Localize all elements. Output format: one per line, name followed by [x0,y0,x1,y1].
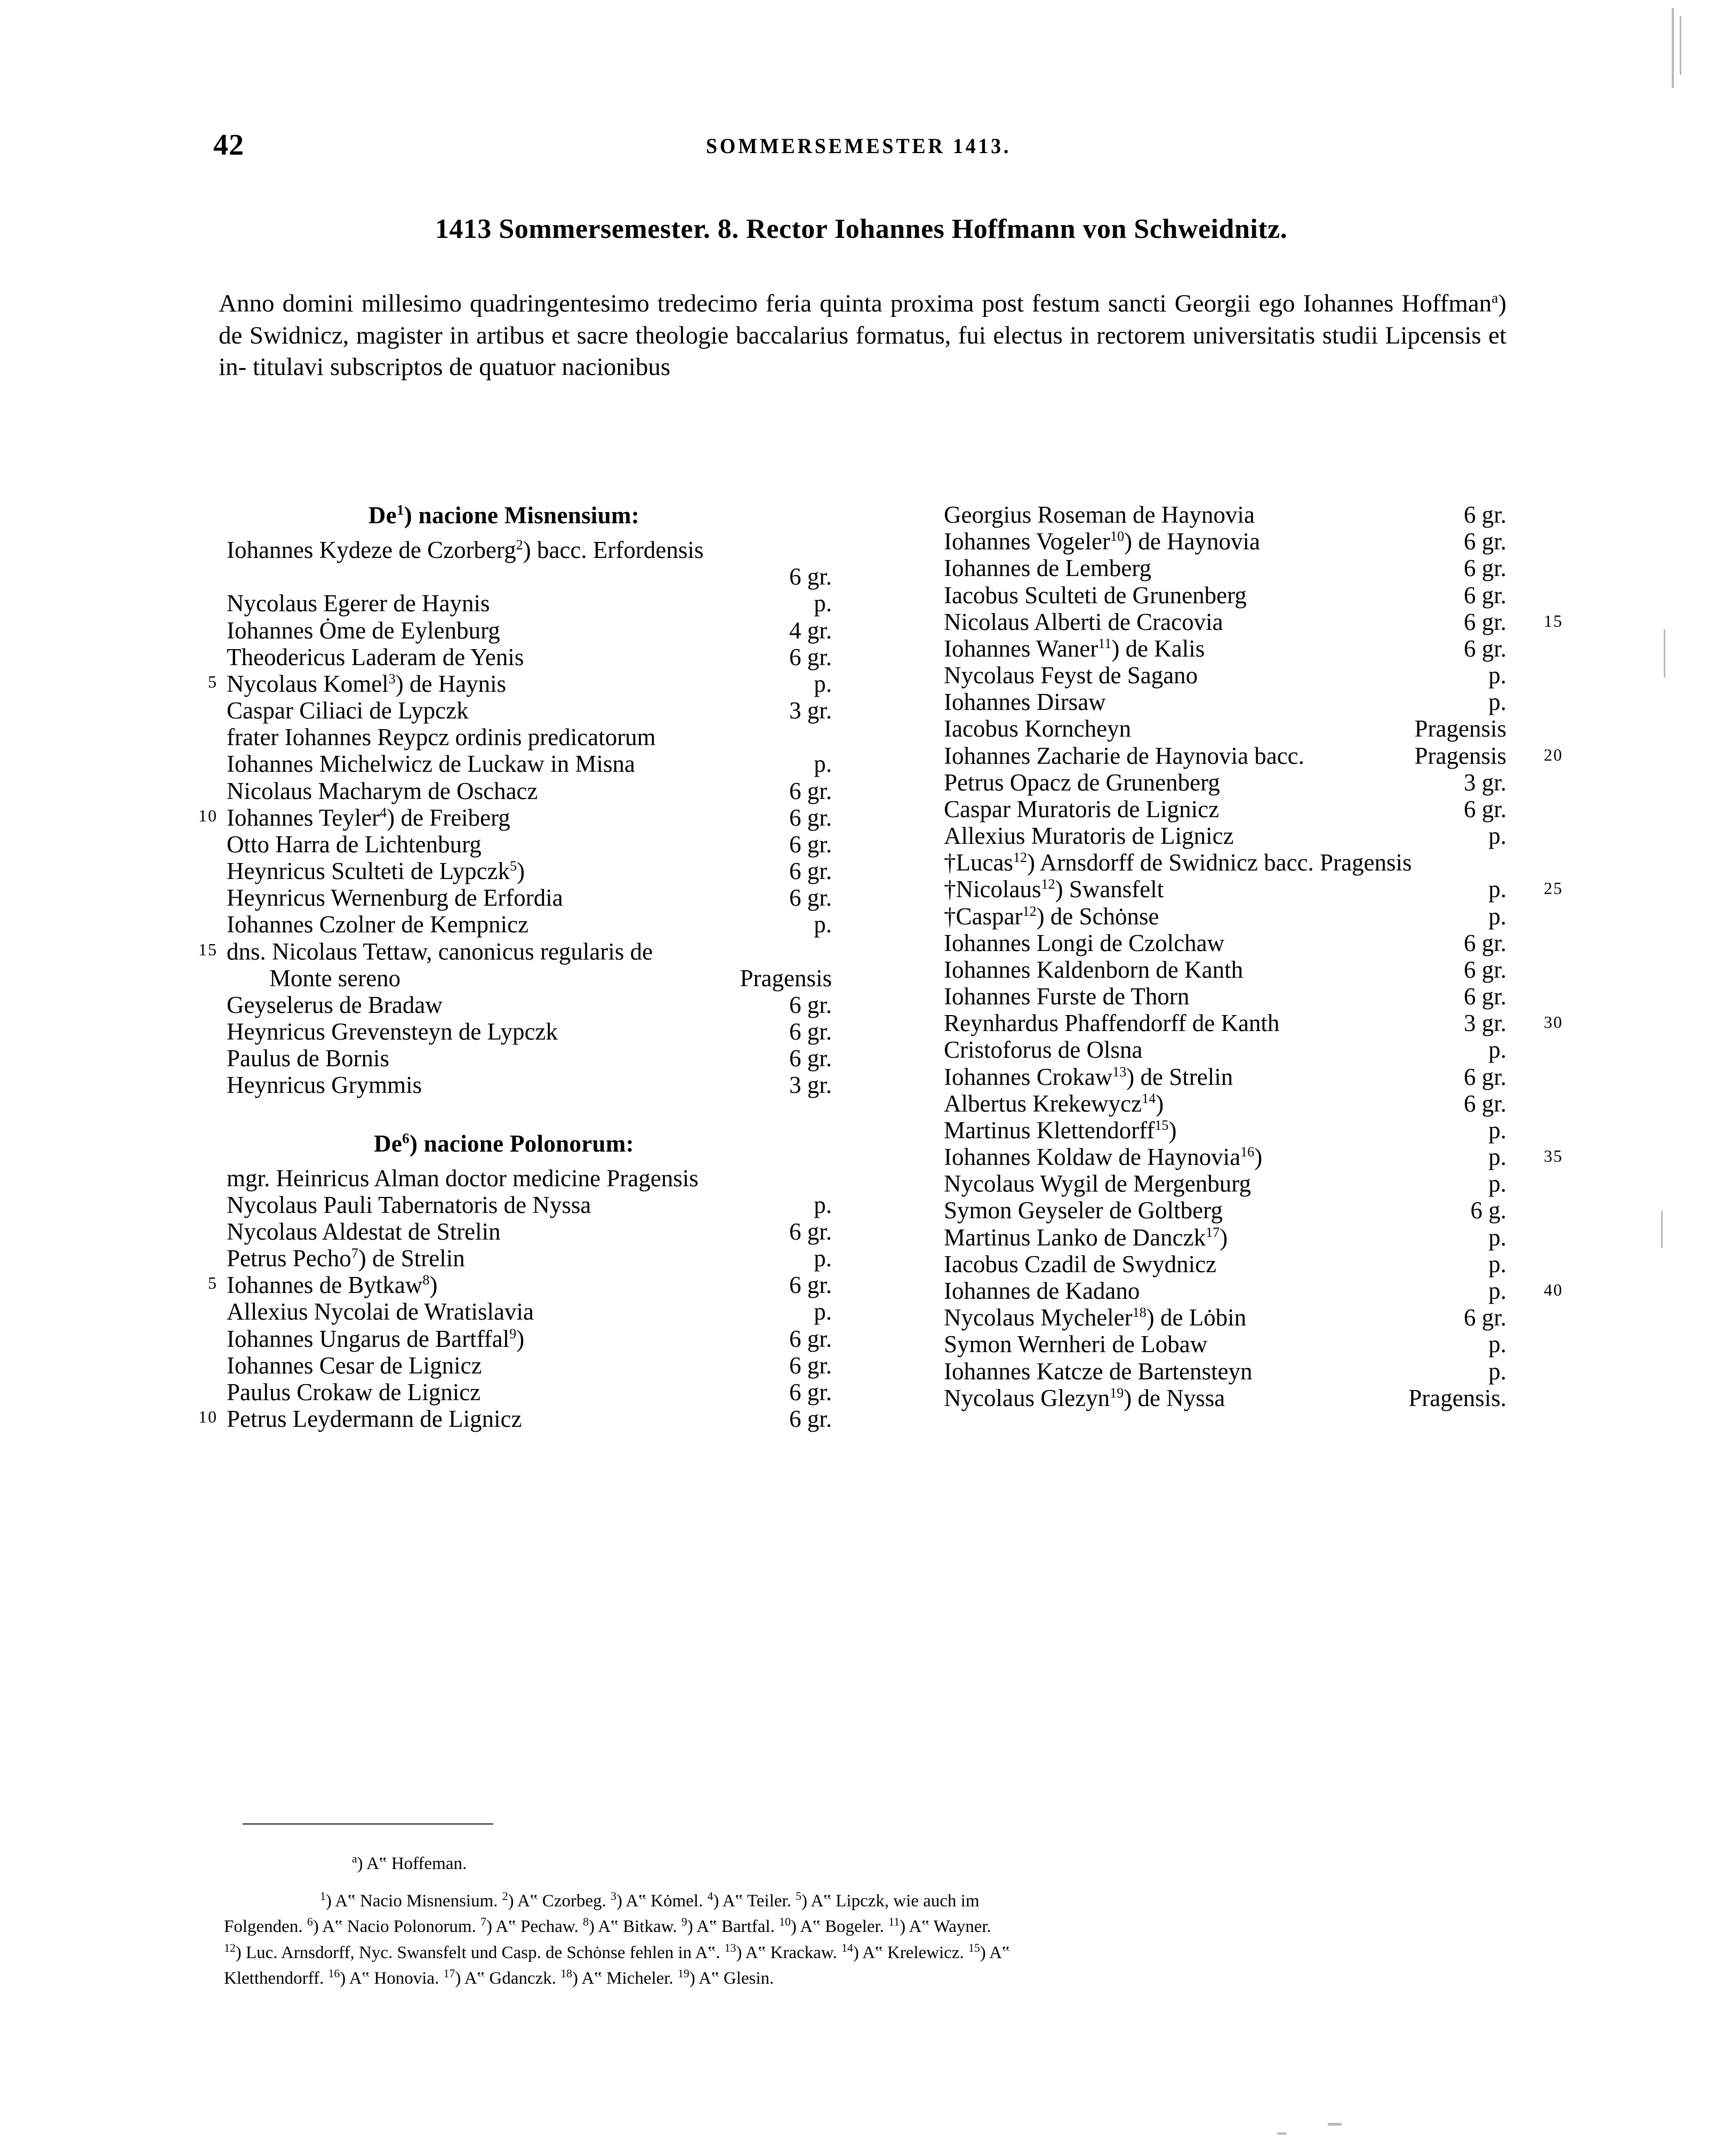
register-entry [176,938,832,965]
entry-fee: 6 gr. [1463,635,1506,662]
line-number: 25 [1544,879,1563,898]
register-entry [893,1224,1581,1251]
register-entry [176,831,832,858]
entry-fee: p. [1488,903,1506,930]
register-entry [893,769,1581,796]
register-entry [176,804,832,831]
register-entry [893,635,1581,662]
entry-name: Nycolaus Glezyn$^{19}$) de Nyssa [944,1384,1225,1411]
entry-fee: p. [814,911,832,938]
footnote-marker-14: 14 [841,1941,853,1954]
footnote-ref-19: 19 [1110,1385,1124,1401]
register-entry [176,778,832,804]
register-entry [893,715,1581,742]
footnote-marker-19: 19 [677,1967,689,1980]
entry-fee: 6 gr. [789,1406,832,1433]
footnotes-block [224,1851,1514,1991]
footnote-ref-1: 1 [396,502,404,518]
register-entry [176,965,832,992]
register-entry [893,1277,1581,1304]
entry-name: Petrus Leydermann de Lignicz [227,1406,522,1433]
entry-list-polonorum [176,1165,832,1433]
footnote-marker-18: 18 [560,1967,573,1980]
intro-paragraph [219,288,1506,384]
footnote-line-3: $^{12}$) Luc. Arnsdorff, Nyc. Swansfelt und Casp. de Schȯnse fehlen in A‟. $^{13}$) A‟ Krackaw. $^{14}$) A‟ Krelewicz. $^{15}$) A‟ [224,1941,1010,1962]
entry-fee: 6 gr. [1463,795,1506,823]
register-entry [176,992,832,1018]
nation-heading-rest: ) nacione Misnensium: [404,502,640,529]
entry-name: Petrus Pecho$^7$) de Strelin [227,1245,465,1272]
register-entry [176,1192,832,1218]
line-number: 5 [208,1273,218,1293]
entry-fee: Pragensis [1414,742,1506,769]
register-entry [893,1090,1581,1117]
register-entry [176,1245,832,1272]
entry-fee: 6 gr. [789,991,832,1018]
scan-artifact [1664,629,1665,677]
nation-heading-de: De [374,1130,403,1157]
entry-fee: 6 gr. [789,831,832,858]
register-entry [893,555,1581,581]
section-heading: 1413 Sommersemester. 8. Rector Iohannes Hoffmann von Schweidnitz. [435,214,1288,244]
entry-fee: Pragensis. [1408,1384,1506,1411]
footnote-ref-9: 9 [509,1325,517,1341]
footnote-marker-13: 13 [724,1941,736,1954]
entry-fee: 6 gr. [789,1045,832,1072]
entry-fee: p. [1488,1170,1506,1197]
footnote-line-1: $^1$) A‟ Nacio Misnensium. $^2$) A‟ Czorbeg. $^3$) A‟ Kȯmel. $^4$) A‟ Teiler. $^5$) A‟ Lipczk, wie auch im [320,1890,980,1911]
entry-name: mgr. Heinricus Alman doctor medicine Pragensis [227,1164,699,1192]
register-entry [893,501,1581,528]
entry-fee: 6 gr. [789,1218,832,1245]
nation-heading-misnensium [176,501,832,529]
footnote-ref-8: 8 [422,1272,430,1288]
entry-name: †Lucas$^{12}$) Arnsdorff de Swidnicz bacc. Pragensis [944,849,1412,876]
entry-name: Iohannes Cesar de Lignicz [227,1352,482,1379]
register-column-left [176,501,832,1432]
entry-name: Paulus de Bornis [227,1045,390,1072]
entry-name: †Nicolaus$^{12}$) Swansfelt [944,876,1164,903]
footnote-ref-16: 16 [1240,1144,1255,1160]
line-number: 5 [208,672,218,691]
entry-name: Iohannes Katcze de Bartensteyn [944,1358,1253,1385]
entry-name: Symon Geyseler de Goltberg [944,1197,1223,1224]
entry-fee: 4 gr. [789,617,832,644]
scan-artifact [1277,2133,1287,2135]
footnote-a-text: ) A‟ Hoffeman. [357,1854,467,1873]
footnote-lines [224,1888,1514,1991]
footnote-marker-12: 12 [224,1941,236,1954]
scan-artifact [1328,2123,1342,2126]
entry-name: frater Iohannes Reypcz ordinis predicatorum [227,724,656,751]
entry-fee: 6 gr. [789,563,832,590]
register-entry [893,689,1581,715]
entry-name: Caspar Ciliaci de Lypczk [227,697,469,724]
entry-fee: p. [814,590,832,617]
footnote-marker-9: 9 [681,1915,687,1929]
footnote-marker-3: 3 [611,1890,616,1903]
footnote-marker-8: 8 [583,1915,589,1929]
entry-name: Nycolaus Pauli Tabernatoris de Nyssa [227,1191,591,1218]
register-entry [893,1010,1581,1036]
entry-name: Reynhardus Phaffendorff de Kanth [944,1010,1280,1037]
footnote-marker-6: 6 [307,1915,313,1929]
entry-name: Albertus Krekewycz$^{14}$) [944,1090,1164,1117]
register-entry [893,662,1581,689]
scan-artifact [1672,8,1674,88]
entry-fee: 6 gr. [1463,1304,1506,1331]
entry-name: Iohannes Czolner de Kempnicz [227,911,529,938]
register-entry [176,750,832,777]
entry-fee: 6 gr. [1463,555,1506,582]
entry-name: Iacobus Korncheyn [944,715,1132,742]
intro-line-1: Anno domini millesimo quadringentesimo tredecimo feria quinta proxima post [219,290,1024,317]
register-entry [176,537,832,563]
entry-name: Iohannes Ȯme de Eylenburg [227,617,500,644]
entry-fee: p. [1488,1144,1506,1171]
entry-fee: 6 g. [1470,1197,1506,1224]
line-number: 30 [1544,1012,1563,1032]
line-number: 10 [198,1407,218,1427]
register-entry [893,876,1581,903]
entry-name: Iohannes Michelwicz de Luckaw in Misna [227,750,636,778]
running-head [213,128,1504,165]
entry-fee: Pragensis [1414,715,1506,742]
entry-fee: 6 gr. [1463,608,1506,635]
entry-fee: 6 gr. [1463,1090,1506,1117]
footnote-marker-10: 10 [779,1915,791,1929]
register-entry [176,1379,832,1406]
entry-name: Monte sereno [269,964,401,992]
entry-name: Nycolaus Feyst de Sagano [944,662,1198,689]
nation-heading-rest: ) nacione Polonorum: [409,1130,634,1157]
register-entry [176,724,832,750]
register-entry [176,1072,832,1098]
entry-fee: 6 gr. [1463,501,1506,528]
entry-name: Iohannes de Kadano [944,1277,1140,1304]
entry-fee: 6 gr. [789,858,832,885]
footnote-ref-17: 17 [1206,1224,1220,1240]
entry-name: Iohannes de Lemberg [944,555,1152,582]
line-number: 20 [1544,745,1563,764]
entry-name: Iohannes Teyler$^4$) de Freiberg [227,804,510,831]
entry-fee: 6 gr. [789,1325,832,1352]
entry-fee: p. [814,670,832,697]
scan-artifact [1680,16,1681,75]
entry-name: Iohannes de Bytkaw$^8$) [227,1272,438,1299]
register-entry [176,1045,832,1072]
entry-name: †Caspar$^{12}$) de Schȯnse [944,903,1159,930]
footnote-ref-a: a [1492,290,1498,306]
register-entry [893,1117,1581,1144]
footnote-marker-11: 11 [888,1915,900,1929]
entry-fee: 6 gr. [789,1272,832,1299]
footnote-line-2: Folgenden. $^6$) A‟ Nacio Polonorum. $^7$) A‟ Pechaw. $^8$) A‟ Bitkaw. $^9$) A‟ Bartfal. $^{10}$) A‟ Bogeler. $^{11}$) A‟ Wayner. [224,1915,991,1937]
entry-name: Iacobus Sculteti de Grunenberg [944,581,1247,609]
register-entry [176,1352,832,1379]
register-entry [176,884,832,911]
register-entry [176,1218,832,1245]
entry-name: Iohannes Kydeze de Czorberg$^2$) bacc. Erfordensis [227,537,704,563]
entry-fee: p. [1488,1116,1506,1144]
register-column-right [893,501,1581,1411]
entry-name: Iohannes Dirsaw [944,689,1106,716]
register-entry [893,1064,1581,1090]
register-entry [893,823,1581,849]
entry-fee: 6 gr. [1463,956,1506,983]
entry-name: Heynricus Grevensteyn de Lypczk [227,1018,558,1045]
register-entry [893,1304,1581,1331]
entry-name: Theodericus Laderam de Yenis [227,643,524,670]
nation-heading-polonorum [176,1130,832,1157]
register-entry [893,796,1581,823]
footnote-ref-11: 11 [1098,635,1112,651]
footnote-ref-12: 12 [1013,850,1028,866]
entry-fee: 3 gr. [789,697,832,724]
footnote-ref-10: 10 [1110,529,1125,545]
entry-name: Heynricus Sculteti de Lypczk$^5$) [227,858,525,885]
register-entry [893,930,1581,956]
entry-name: Martinus Klettendorff$^{15}$) [944,1116,1177,1144]
register-entry [893,528,1581,555]
entry-name: Heynricus Wernenburg de Erfordia [227,884,563,912]
footnote-separator-rule [243,1823,493,1825]
footnote-marker-4: 4 [707,1890,713,1903]
footnote-marker-17: 17 [443,1967,455,1980]
entry-name: Nycolaus Wygil de Mergenburg [944,1170,1251,1197]
footnote-marker-15: 15 [968,1941,980,1954]
entry-fee: 6 gr. [1463,528,1506,555]
register-entry [176,617,832,644]
register-entry [893,1197,1581,1224]
register-entry [176,590,832,617]
entry-name: Nycolaus Egerer de Haynis [227,590,490,617]
footnote-ref-3: 3 [388,670,396,686]
intro-line-4: titulavi subscriptos de quatuor nacionibus [252,353,671,381]
entry-name: Nicolaus Alberti de Cracovia [944,608,1223,635]
entry-list-right [893,501,1581,1411]
line-number: 10 [198,805,218,825]
entry-fee: 6 gr. [1463,581,1506,609]
register-entry [893,1251,1581,1277]
entry-name: Iohannes Ungarus de Bartffal$^9$) [227,1325,525,1352]
footnote-ref-5: 5 [510,858,517,874]
footnote-marker-5: 5 [796,1890,801,1903]
entry-name: Iohannes Crokaw$^{13}$) de Strelin [944,1063,1233,1090]
entry-fee: 6 gr. [1463,929,1506,956]
register-entry [176,670,832,697]
entry-fee: 6 gr. [1463,983,1506,1010]
entry-fee: p. [1488,823,1506,850]
entry-name: Nicolaus Macharym de Oschacz [227,777,538,804]
entry-fee: 3 gr. [1463,769,1506,796]
entry-fee: 6 gr. [789,1018,832,1045]
footnote-a [224,1851,1514,1876]
entry-name: Iohannes Waner$^{11}$) de Kalis [944,635,1205,662]
register-entry [893,1385,1581,1411]
entry-fee: p. [1488,1358,1506,1385]
entry-name: Caspar Muratoris de Lignicz [944,795,1220,823]
entry-fee: 3 gr. [789,1072,832,1099]
register-entry [893,1144,1581,1170]
footnote-ref-12: 12 [1022,903,1037,919]
entry-fee: 6 gr. [789,804,832,831]
footnote-line-4: Kletthendorff. $^{16}$) A‟ Honovia. $^{17}$) A‟ Gdanczk. $^{18}$) A‟ Micheler. $^{19}$) A‟ Glesin. [224,1967,774,1988]
entry-fee: p. [1488,876,1506,903]
entry-fee: p. [1488,1331,1506,1358]
entry-name: Iohannes Longi de Czolchaw [944,929,1225,956]
intro-line-3: theologie baccalarius formatus, fui electus in rectorem universitatis studii Lipcensis et in- [219,321,1506,381]
running-head-title: SOMMERSEMESTER 1413. [705,134,1012,158]
register-entry [893,609,1581,635]
entry-fee: 3 gr. [1463,1010,1506,1037]
entry-name: Georgius Roseman de Haynovia [944,501,1255,528]
register-entry [893,742,1581,769]
entry-name: Iohannes Furste de Thorn [944,983,1190,1010]
register-entry [893,849,1581,876]
footnote-ref-14: 14 [1142,1090,1156,1106]
register-entry [893,1036,1581,1063]
footnote-ref-18: 18 [1132,1305,1146,1321]
register-entry [176,1018,832,1045]
entry-fee: 6 gr. [789,777,832,804]
line-number: 40 [1544,1280,1563,1299]
line-number: 15 [198,939,218,959]
scan-artifact [1661,1211,1663,1248]
entry-name: Otto Harra de Lichtenburg [227,831,482,858]
register-entry [893,1331,1581,1358]
entry-fee: Pragensis [740,964,832,992]
intro-line-2b: ) de Swidnicz, magister in artibus et sacre [219,290,1507,349]
entry-fee: p. [1488,689,1506,716]
entry-name: Iacobus Czadil de Swydnicz [944,1250,1217,1277]
entry-fee: p. [814,750,832,778]
line-number: 35 [1544,1146,1563,1166]
register-entry [176,911,832,938]
column-spacer [176,1099,832,1130]
entry-fee: p. [1488,1036,1506,1064]
folio-number: 42 [213,129,244,162]
entry-name: Paulus Crokaw de Lignicz [227,1378,481,1406]
entry-fee: p. [814,1191,832,1218]
entry-name: Symon Wernheri de Lobaw [944,1331,1208,1358]
entry-name: Allexius Muratoris de Lignicz [944,823,1234,850]
register-entry [176,644,832,670]
footnote-ref-4: 4 [380,804,387,820]
entry-name: Cristoforus de Olsna [944,1036,1143,1064]
entry-name: dns. Nicolaus Tettaw, canonicus regularis de [227,938,653,965]
entry-name: Allexius Nycolai de Wratislavia [227,1298,534,1325]
register-entry [893,582,1581,609]
entry-name: Iohannes Vogeler$^{10}$) de Haynovia [944,528,1261,555]
entry-name: Petrus Opacz de Grunenberg [944,769,1220,796]
entry-fee: 6 gr. [789,1352,832,1379]
entry-list-misnensium [176,537,832,1099]
footnote-marker-2: 2 [502,1890,508,1903]
entry-name: Iohannes Zacharie de Haynovia bacc. [944,742,1304,769]
entry-name: Nycolaus Aldestat de Strelin [227,1218,501,1245]
register-entry [176,1298,832,1325]
nation-heading-de: De [368,502,397,529]
intro-line-2a: festum sancti Georgii ego Iohannes Hoffman [1032,290,1492,317]
entry-fee: 6 gr. [789,1378,832,1406]
register-entry [176,1325,832,1352]
footnote-marker-7: 7 [480,1915,486,1929]
register-entry [176,1406,832,1432]
register-entry [893,1358,1581,1385]
entry-name: Martinus Lanko de Danczk$^{17}$) [944,1224,1228,1251]
entry-fee: p. [814,1245,832,1272]
register-entry [893,956,1581,983]
entry-fee: p. [1488,662,1506,689]
line-number: 15 [1544,611,1563,630]
entry-name: Iohannes Koldaw de Haynovia$^{16}$) [944,1144,1263,1171]
entry-fee: p. [1488,1277,1506,1304]
footnote-ref-7: 7 [351,1245,358,1261]
entry-name: Heynricus Grymmis [227,1072,422,1099]
footnote-marker-1: 1 [320,1890,326,1903]
footnote-ref-6: 6 [402,1130,410,1146]
entry-name: Nycolaus Mycheler$^{18}$) de Lȯbin [944,1304,1247,1331]
register-entry [176,858,832,884]
entry-fee: p. [1488,1224,1506,1251]
footnote-ref-12: 12 [1041,876,1055,892]
entry-fee: p. [1488,1250,1506,1277]
register-entry [893,1170,1581,1197]
register-entry [176,697,832,724]
register-entry [893,983,1581,1010]
footnote-ref-15: 15 [1154,1117,1169,1133]
register-entry [893,903,1581,930]
entry-fee: 6 gr. [1463,1063,1506,1090]
register-entry [176,1272,832,1298]
footnote-ref-2: 2 [516,537,523,553]
entry-fee: 6 gr. [789,643,832,670]
footnote-marker-16: 16 [328,1967,340,1980]
entry-fee: p. [814,1298,832,1325]
entry-fee: 6 gr. [789,884,832,912]
register-entry [176,1165,832,1192]
footnote-ref-13: 13 [1112,1064,1127,1080]
entry-name: Nycolaus Komel$^3$) de Haynis [227,670,507,697]
footnote-marker-a: a [352,1852,357,1865]
entry-name: Iohannes Kaldenborn de Kanth [944,956,1244,983]
entry-name: Geyselerus de Bradaw [227,991,443,1018]
